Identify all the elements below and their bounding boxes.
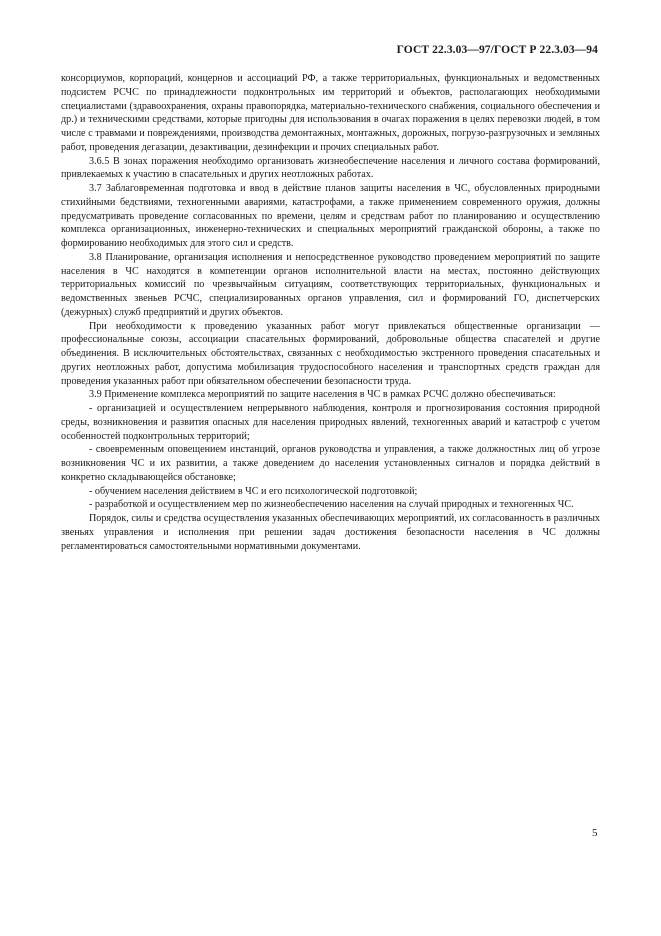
document-body <box>61 72 600 553</box>
paragraph-3-9: 3.9 Применение комплекса мероприятий по защите населения в ЧС в рамках РСЧС должно обеспечиваться: <box>89 389 556 401</box>
paragraph-public-organizations: При необходимости к проведению указанных работ могут привлекаться общественные организации — профессиональные союзы, ассоциации спасательных формирований, добровольные общества спасателей и другие объединения. В исключительных обстоятельствах, связанных с необходимостью экстренного проведения спасательных и других неотложных работ, допустима мобилизация трудоспособного населения и транспортных средств граждан для проведения указанных работ при обязательном обеспечении безопасности труда. <box>61 320 600 387</box>
paragraph-3-6-5: 3.6.5 В зонах поражения необходимо организовать жизнеобеспечение населения и личного состава формирований, привлекаемых к участию в спасательных и других неотложных работах. <box>61 155 600 181</box>
list-item-monitoring: - организацией и осуществлением непрерывного наблюдения, контроля и прогнозирования состояния природной среды, возникновения и развития опасных для населения природных явлений, техногенных аварий и катастроф с учетом особенностей подконтрольных территорий; <box>61 403 600 442</box>
paragraph-continuation: консорциумов, корпораций, концернов и ассоциаций РФ, а также территориальных, функциональных и ведомственных подсистем РСЧС по принадлежности подконтрольных им территорий и объектов, располагающих необходимыми специалистами (здравоохранения, охраны правопорядка, материально-технического снабжения, социального обеспечения и др.) и техническими средствами, которые пригодны для использования в очагах поражения в целях перевозки людей, в том числе с травмами и повреждениями, производства демонтажных, монтажных, дорожных, погрузо-разгрузочных и земляных работ, проведения дегазации, дезактивации, дезинфекции и прочих специальных работ. <box>61 73 600 153</box>
page-number: 5 <box>592 827 598 839</box>
list-item-training: - обучением населения действием в ЧС и его психологической подготовкой; <box>89 485 418 497</box>
paragraph-3-8: 3.8 Планирование, организация исполнения и непосредственное руководство проведением мероприятий по защите населения в ЧС находятся в компетенции органов исполнительной власти на местах, постоянно действующих территориальных комиссий по чрезвычайным ситуациям, соответствующих территориальных, функциональных и ведомственных звеньев РСЧС, специализированных органов управления, сил и формирований ГО, диспетчерских (дежурных) служб предприятий и других объектов. <box>61 251 600 318</box>
list-item-life-support: - разработкой и осуществлением мер по жизнеобеспечению населения на случай природных и техногенных ЧС. <box>89 499 574 511</box>
standard-header: ГОСТ 22.3.03—97/ГОСТ Р 22.3.03—94 <box>396 44 598 56</box>
list-item-notification: - своевременным оповещением инстанций, органов руководства и управления, а также должностных лиц об угрозе возникновения ЧС и их развитии, а также доведением до населения установленных сигналов и порядка действий в конкретно складывающейся обстановке; <box>61 444 600 483</box>
paragraph-procedure: Порядок, силы и средства осуществления указанных обеспечивающих мероприятий, их согласованность в различных звеньях управления и исполнения при решении задач достижения безопасности населения в ЧС должны регламентироваться самостоятельными нормативными документами. <box>61 513 600 552</box>
paragraph-3-7: 3.7 Заблаговременная подготовка и ввод в действие планов защиты населения в ЧС, обусловленных природными стихийными бедствиями, техногенными авариями, катастрофами, а также применением современного оружия, должны предусматривать проведение согласованных по времени, целям и средствам работ по планированию и осуществлению комплекса организационных, инженерно-технических и специальных мероприятий гражданской обороны, а также по формированию необходимых для этого сил и средств. <box>61 183 600 249</box>
